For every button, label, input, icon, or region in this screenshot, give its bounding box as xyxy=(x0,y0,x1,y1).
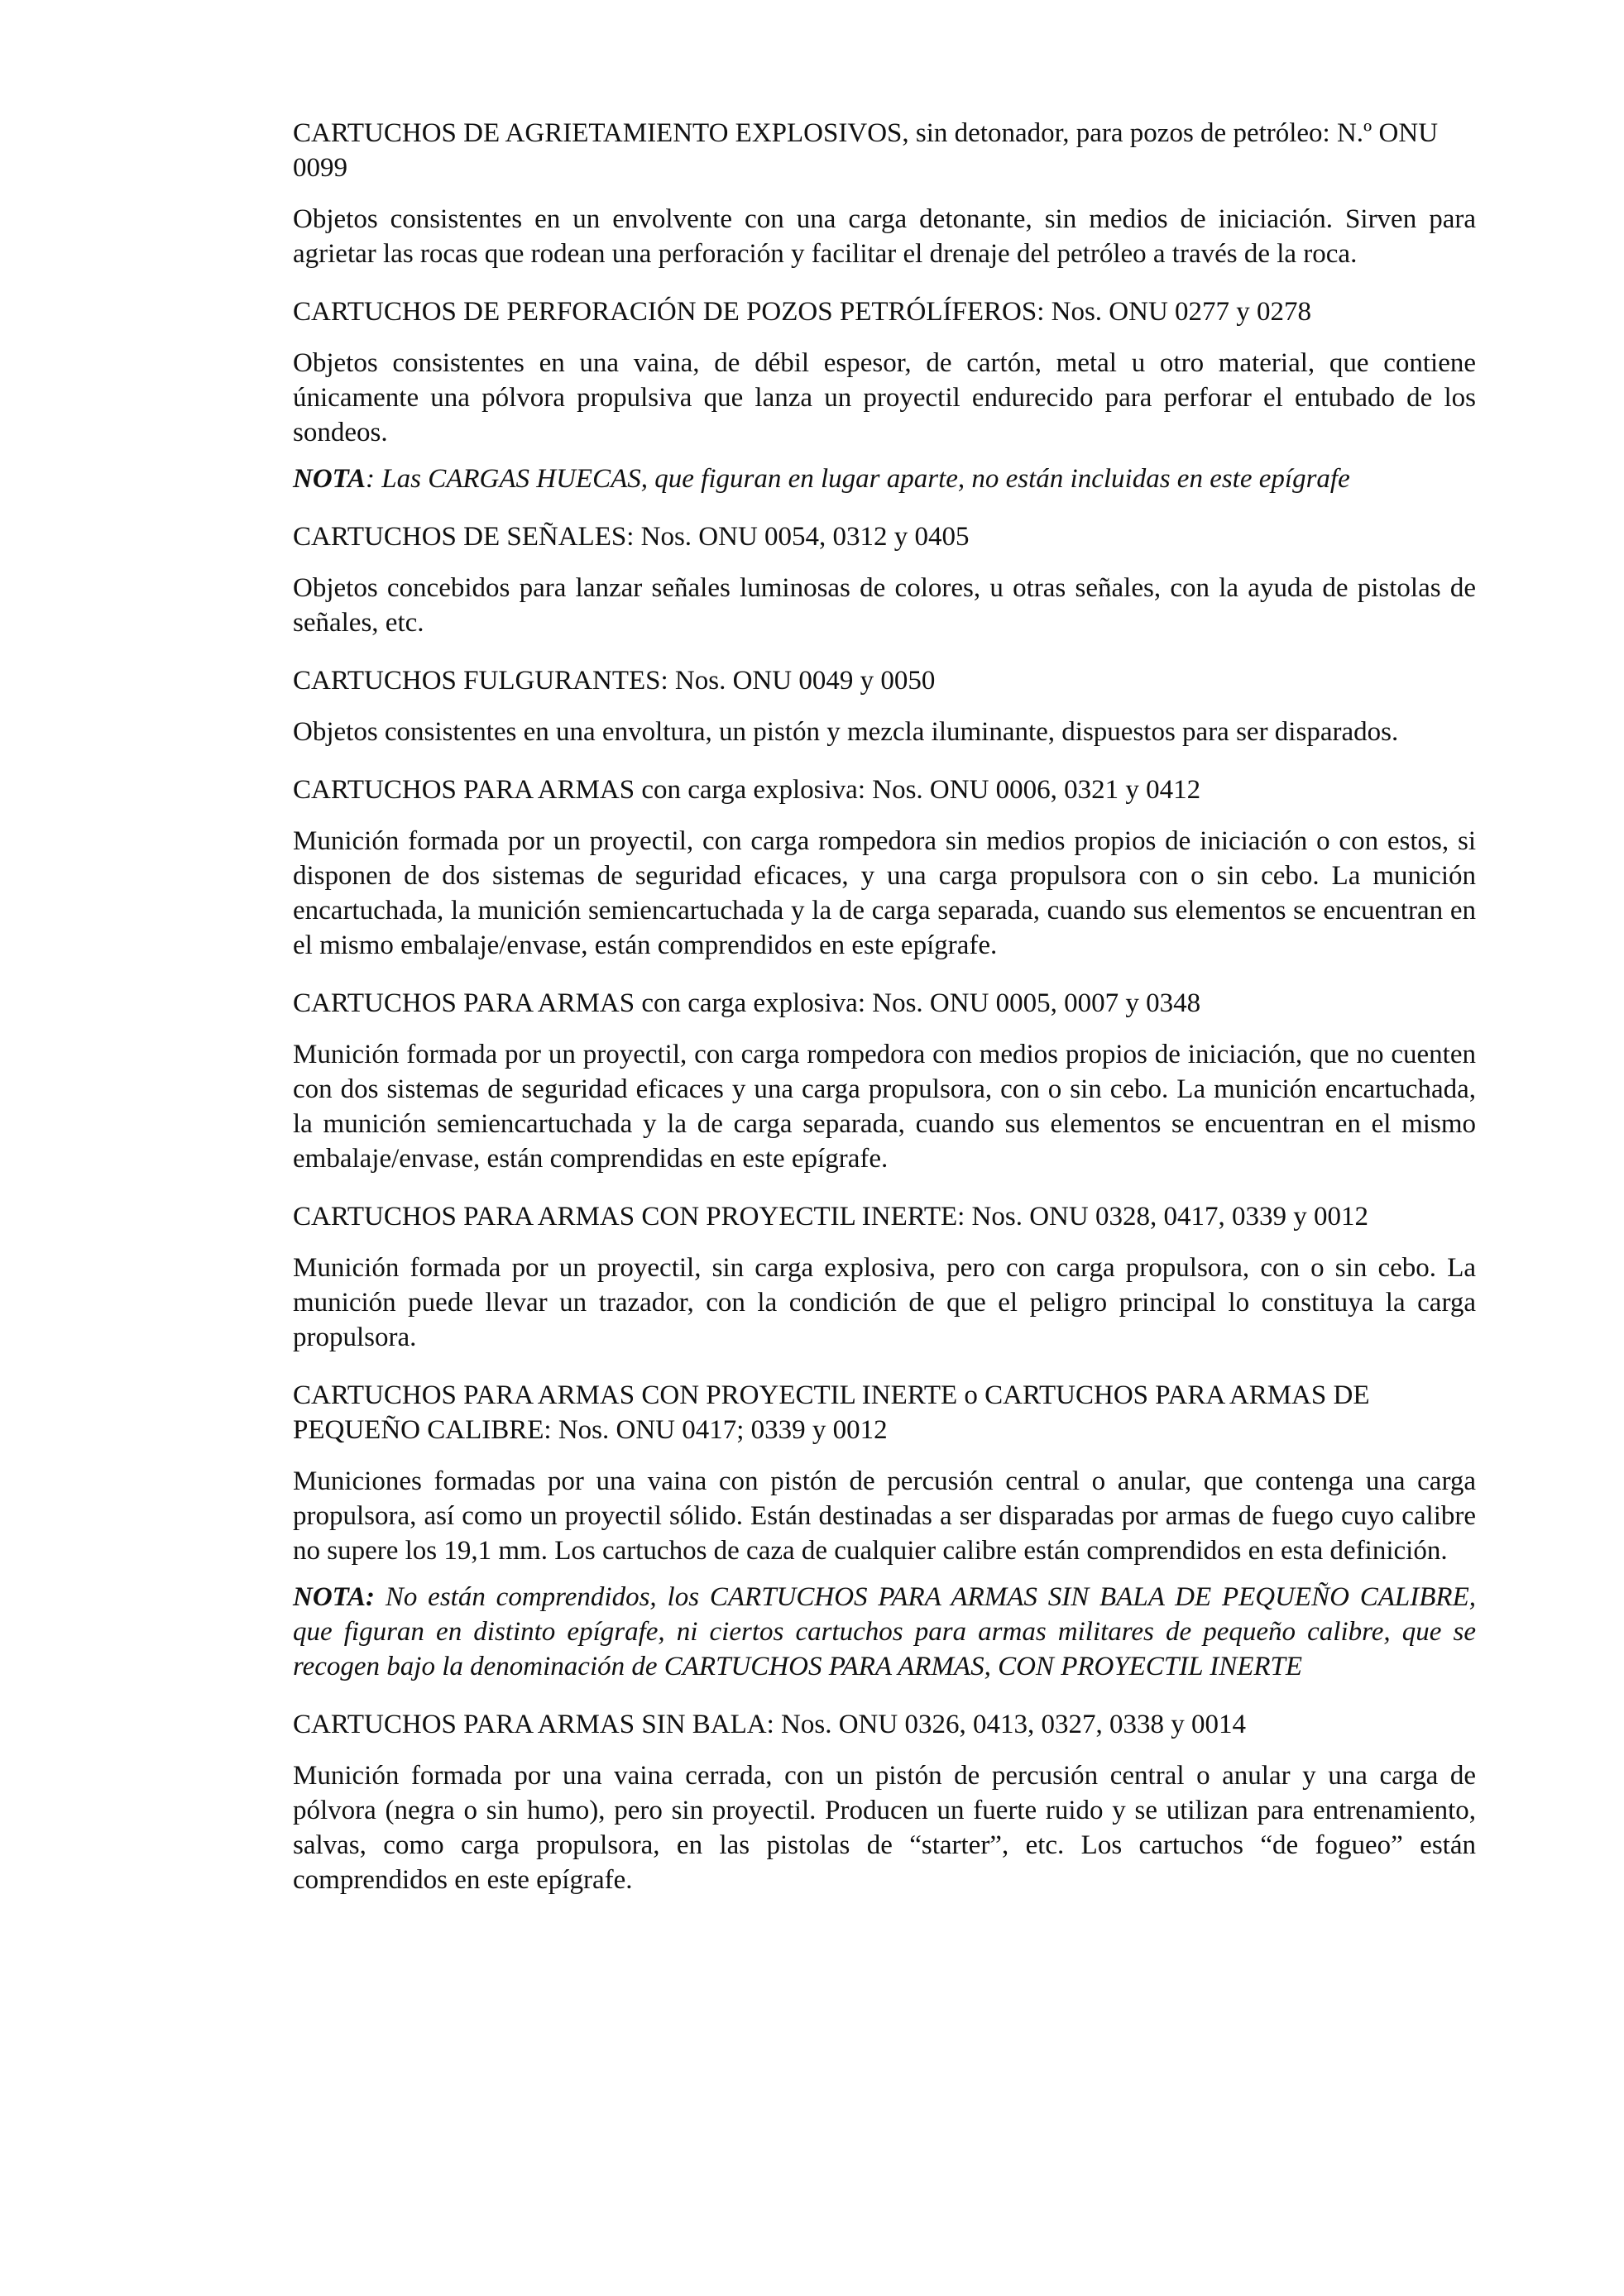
entry-description: Municiones formadas por una vaina con pistón de percusión central o anular, que contenga una carga propulsora, así como un proyectil sólido. Están destinadas a ser disparadas por armas de fuego cuyo calibre no supere los 19,1 mm. Los cartuchos de caza de cualquier calibre están comprendidos en esta definición. xyxy=(293,1466,1476,1566)
note-text: No están comprendidos, los CARTUCHOS PARA ARMAS SIN BALA DE PEQUEÑO CALIBRE, que figuran en distinto epígrafe, ni ciertos cartuchos para armas militares de pequeño calibre, que se recogen bajo la denominación de CARTUCHOS PARA ARMAS, CON PROYECTIL INERTE xyxy=(293,1582,1476,1681)
entry-0006-0321-0412 xyxy=(293,773,1476,963)
entry-0049-0050 xyxy=(293,663,1476,749)
entry-heading: CARTUCHOS PARA ARMAS con carga explosiva: Nos. ONU 0006, 0321 y 0412 xyxy=(293,775,1201,805)
entry-description: Munición formada por un proyectil, con carga rompedora con medios propios de iniciación, que no cuenten con dos sistemas de seguridad eficaces y una carga propulsora, con o sin cebo. La munición encartuchada, la munición semiencartuchada y la de carga separada, cuando sus elementos se encuentran en el mismo embalaje/envase, están comprendidas en este epígrafe. xyxy=(293,1040,1476,1174)
entry-description: Objetos consistentes en una envoltura, un pistón y mezcla iluminante, dispuestos para ser disparados. xyxy=(293,717,1399,747)
entry-heading: CARTUCHOS DE PERFORACIÓN DE POZOS PETRÓLÍFEROS: Nos. ONU 0277 y 0278 xyxy=(293,297,1312,327)
entry-description: Munición formada por una vaina cerrada, con un pistón de percusión central o anular y una carga de pólvora (negra o sin humo), pero sin proyectil. Producen un fuerte ruido y se utilizan para entrenamiento, salvas, como carga propulsora, en las pistolas de “starter”, etc. Los cartuchos “de fogueo” están comprendidos en este epígrafe. xyxy=(293,1761,1476,1895)
entry-heading: CARTUCHOS PARA ARMAS con carga explosiva: Nos. ONU 0005, 0007 y 0348 xyxy=(293,988,1201,1018)
entry-description: Munición formada por un proyectil, con carga rompedora sin medios propios de iniciación o con estos, si disponen de dos sistemas de seguridad eficaces, y una carga propulsora con o sin cebo. La munición encartuchada, la munición semiencartuchada y la de carga separada, cuando sus elementos se encuentran en el mismo embalaje/envase, están comprendidos en este epígrafe. xyxy=(293,826,1476,960)
entry-0417-0339-0012 xyxy=(293,1378,1476,1684)
entry-note xyxy=(293,1580,1476,1684)
entry-0005-0007-0348 xyxy=(293,986,1476,1176)
entry-0328-0417-0339-0012 xyxy=(293,1199,1476,1355)
entry-description: Objetos concebidos para lanzar señales luminosas de colores, u otras señales, con la ayuda de pistolas de señales, etc. xyxy=(293,573,1476,638)
entry-note xyxy=(293,462,1476,496)
entry-0054-0312-0405 xyxy=(293,519,1476,640)
note-text: : Las CARGAS HUECAS, que figuran en lugar aparte, no están incluidas en este epígrafe xyxy=(366,464,1350,494)
entry-heading: CARTUCHOS PARA ARMAS CON PROYECTIL INERTE: Nos. ONU 0328, 0417, 0339 y 0012 xyxy=(293,1202,1368,1232)
entry-0099 xyxy=(293,116,1476,271)
entry-description: Munición formada por un proyectil, sin carga explosiva, pero con carga propulsora, con o sin cebo. La munición puede llevar un trazador, con la condición de que el peligro principal lo constituya la carga propulsora. xyxy=(293,1253,1476,1352)
entry-description: Objetos consistentes en una vaina, de débil espesor, de cartón, metal u otro material, que contiene únicamente una pólvora propulsiva que lanza un proyectil endurecido para perforar el entubado de los sondeos. xyxy=(293,348,1476,447)
entry-0277-0278 xyxy=(293,294,1476,496)
note-label: NOTA xyxy=(293,464,366,494)
entry-heading: CARTUCHOS PARA ARMAS CON PROYECTIL INERTE o CARTUCHOS PARA ARMAS DE PEQUEÑO CALIBRE: Nos. ONU 0417; 0339 y 0012 xyxy=(293,1380,1370,1445)
entry-heading: CARTUCHOS DE AGRIETAMIENTO EXPLOSIVOS, sin detonador, para pozos de petróleo: N.º ONU 0099 xyxy=(293,118,1439,183)
entry-description: Objetos consistentes en un envolvente con una carga detonante, sin medios de iniciación. Sirven para agrietar las rocas que rodean una perforación y facilitar el drenaje del petróleo a través de la roca. xyxy=(293,204,1476,269)
entry-heading: CARTUCHOS DE SEÑALES: Nos. ONU 0054, 0312 y 0405 xyxy=(293,522,970,552)
note-label: NOTA: xyxy=(293,1582,375,1612)
entry-heading: CARTUCHOS FULGURANTES: Nos. ONU 0049 y 0050 xyxy=(293,666,936,696)
entry-heading: CARTUCHOS PARA ARMAS SIN BALA: Nos. ONU 0326, 0413, 0327, 0338 y 0014 xyxy=(293,1710,1246,1739)
entry-0326-0413-0327-0338-0014 xyxy=(293,1707,1476,1897)
document-page xyxy=(293,116,1476,1921)
